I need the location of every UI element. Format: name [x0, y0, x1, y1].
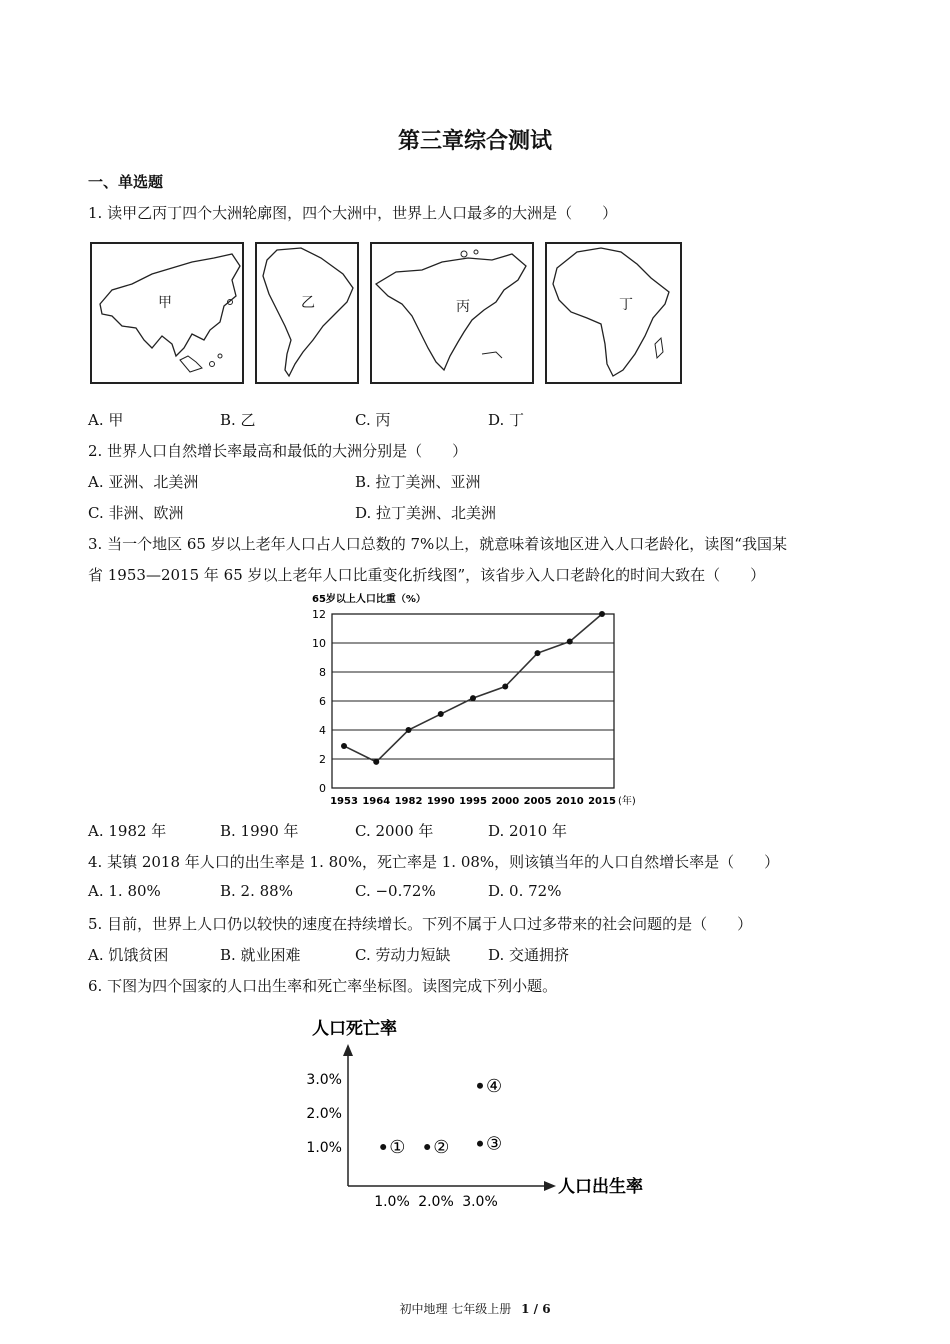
page-title: 第三章综合测试: [397, 129, 552, 154]
q5-option-d[interactable]: D. 交通拥挤: [488, 946, 570, 964]
y-tick-label: 4: [319, 724, 326, 737]
q4-option-a[interactable]: A. 1. 80%: [88, 882, 161, 900]
q5-option-c[interactable]: C. 劳动力短缺: [355, 946, 451, 964]
y-tick-label: 1.0%: [306, 1140, 342, 1156]
question-1-text: 1. 读甲乙丙丁四个大洲轮廓图，四个大洲中，世界上人口最多的大洲是（ ）: [88, 204, 618, 222]
q3-option-b[interactable]: B. 1990 年: [220, 822, 299, 840]
x-tick-label: 2005: [523, 796, 552, 807]
question-5-text: 5. 目前，世界上人口仍以较快的速度在持续增长。下列不属于人口过多带来的社会问题的是（ ）: [88, 915, 753, 933]
x-tick-label: 1.0%: [374, 1194, 410, 1210]
map-north-america: [370, 242, 534, 384]
q5-option-a[interactable]: A. 饥饿贫困: [88, 946, 169, 964]
y-tick-label: 10: [312, 637, 326, 650]
data-point: [477, 1083, 483, 1089]
q4-option-d[interactable]: D. 0. 72%: [488, 882, 562, 900]
q1-option-b[interactable]: B. 乙: [220, 411, 256, 429]
y-tick-label: 2: [319, 753, 326, 766]
question-3-text-line1: 3. 当一个地区 65 岁以上老年人口占人口总数的 7%以上，就意味着该地区进入人口老龄化，读图“我国某: [88, 535, 787, 553]
q4-option-c[interactable]: C. −0.72%: [355, 882, 436, 900]
x-tick-label: 1982: [394, 796, 423, 807]
chart-title: 65岁以上人口比重（%）: [312, 594, 426, 605]
q3-option-d[interactable]: D. 2010 年: [488, 822, 567, 840]
x-axis-arrow: [544, 1181, 556, 1191]
data-point: [438, 711, 444, 717]
map-africa: [545, 242, 682, 384]
x-tick-label: 3.0%: [462, 1194, 498, 1210]
x-tick-label: 1953: [330, 796, 358, 807]
x-axis-label: (年): [618, 796, 636, 807]
y-axis-arrow: [343, 1044, 353, 1056]
elderly-population-line-chart: [300, 588, 645, 810]
q1-option-c[interactable]: C. 丙: [355, 411, 391, 429]
page-footer: [0, 1300, 950, 1317]
question-4-text: 4. 某镇 2018 年人口的出生率是 1. 80%，死亡率是 1. 08%，则该镇当年的人口自然增长率是（ ）: [88, 853, 780, 871]
data-point-label: ③: [486, 1133, 503, 1155]
q5-option-b[interactable]: B. 就业困难: [220, 946, 301, 964]
footer-course: 初中地理 七年级上册: [399, 1302, 512, 1316]
data-point: [599, 611, 605, 617]
data-point: [373, 759, 379, 765]
data-point-label: ②: [433, 1137, 450, 1158]
map-asia: [90, 242, 244, 384]
y-tick-label: 0: [319, 782, 326, 795]
birth-death-rate-scatter: [300, 1010, 660, 1215]
data-point: [424, 1144, 430, 1150]
footer-page-number: 1 / 6: [521, 1302, 551, 1316]
q3-option-c[interactable]: C. 2000 年: [355, 822, 434, 840]
y-tick-label: 3.0%: [306, 1072, 342, 1088]
y-tick-label: 8: [319, 666, 326, 679]
map-south-america: [255, 242, 359, 384]
x-tick-label: 1964: [362, 796, 391, 807]
africa-outline-icon: [547, 244, 680, 382]
map-label: 丁: [619, 297, 633, 313]
map-label: 乙: [301, 295, 315, 311]
map-label: 甲: [158, 295, 172, 311]
q1-option-d[interactable]: D. 丁: [488, 411, 525, 429]
x-tick-label: 2000: [491, 796, 520, 807]
data-point-label: ①: [389, 1137, 406, 1158]
q2-option-a[interactable]: A. 亚洲、北美洲: [88, 473, 199, 491]
question-6-text: 6. 下图为四个国家的人口出生率和死亡率坐标图。读图完成下列小题。: [88, 977, 558, 995]
x-tick-label: 2.0%: [418, 1194, 454, 1210]
map-label: 丙: [456, 299, 470, 315]
q3-option-a[interactable]: A. 1982 年: [88, 822, 167, 840]
y-tick-label: 6: [319, 695, 326, 708]
q1-option-a[interactable]: A. 甲: [88, 411, 124, 429]
south-america-outline-icon: [257, 244, 357, 382]
x-tick-label: 1990: [426, 796, 455, 807]
x-tick-label: 2015: [588, 796, 616, 807]
data-point: [380, 1144, 386, 1150]
data-point: [477, 1141, 483, 1147]
data-point: [567, 639, 573, 645]
q4-option-b[interactable]: B. 2. 88%: [220, 882, 293, 900]
question-3-text-line2: 省 1953—2015 年 65 岁以上老年人口比重变化折线图”，该省步入人口老龄化的时间大致在（ ）: [88, 566, 766, 584]
data-point-label: ④: [486, 1075, 503, 1097]
data-point: [406, 727, 412, 733]
x-tick-label: 1995: [459, 796, 487, 807]
north-america-outline-icon: [372, 244, 532, 382]
question-2-text: 2. 世界人口自然增长率最高和最低的大洲分别是（ ）: [88, 442, 468, 460]
q2-option-c[interactable]: C. 非洲、欧洲: [88, 504, 184, 522]
x-axis-label: 人口出生率: [558, 1177, 643, 1197]
series-line: [344, 614, 602, 762]
data-point: [341, 743, 347, 749]
data-point: [470, 695, 476, 701]
y-tick-label: 2.0%: [306, 1106, 342, 1122]
x-tick-label: 2010: [555, 796, 584, 807]
section-heading: 一、单选题: [88, 173, 164, 191]
data-point: [535, 650, 541, 656]
q2-option-b[interactable]: B. 拉丁美洲、亚洲: [355, 473, 481, 491]
data-point: [502, 684, 508, 690]
y-tick-label: 12: [312, 608, 326, 621]
y-axis-label: 人口死亡率: [312, 1019, 397, 1039]
q2-option-d[interactable]: D. 拉丁美洲、北美洲: [355, 504, 497, 522]
asia-outline-icon: [92, 244, 242, 382]
